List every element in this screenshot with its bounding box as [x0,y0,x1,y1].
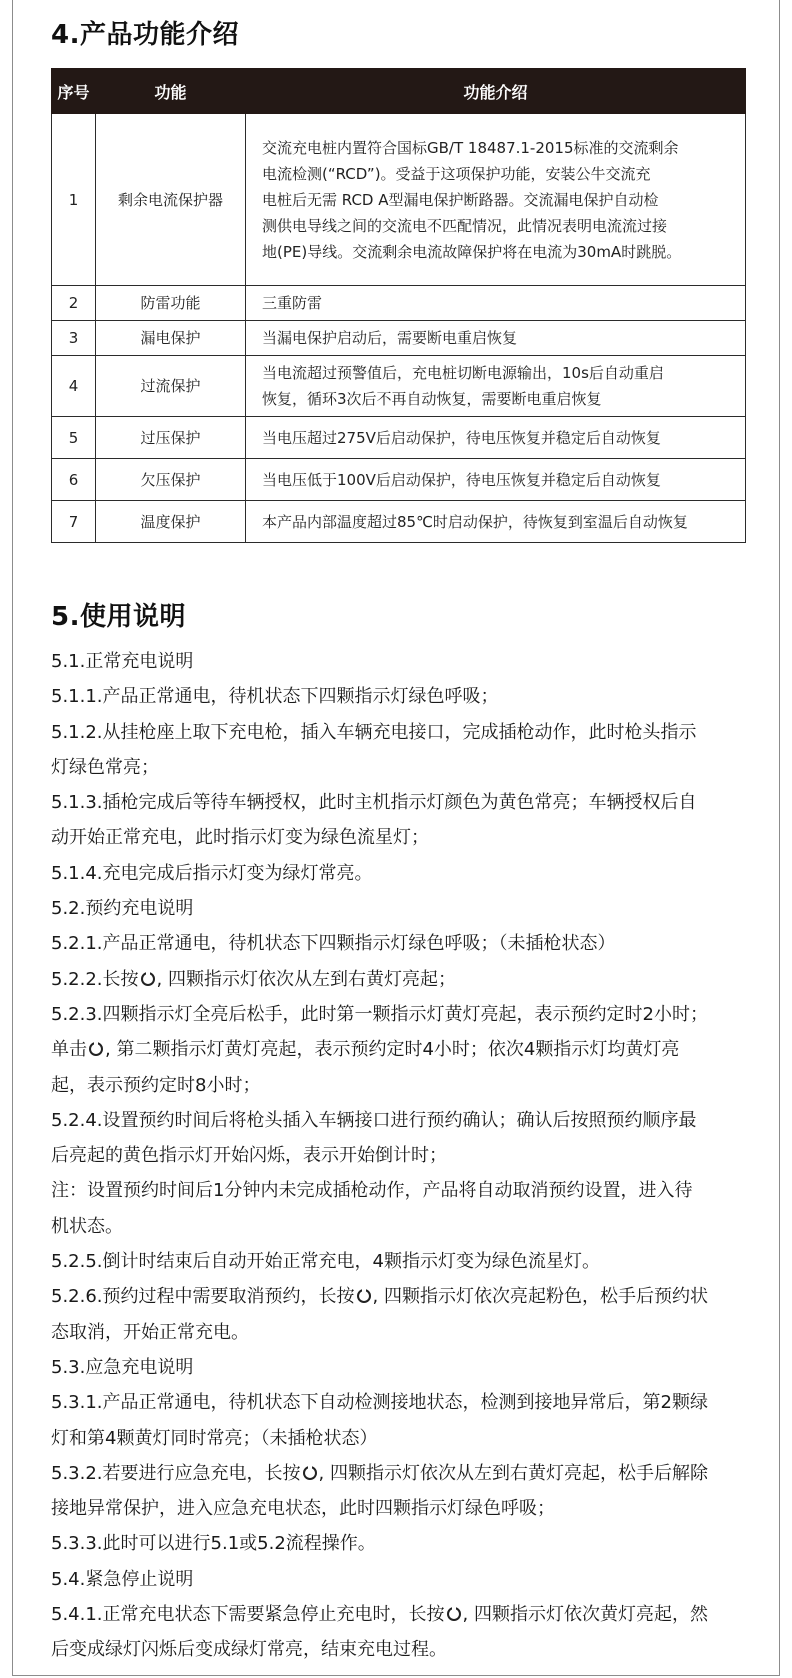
line-text-after-icon: , 四颗指示灯依次从左到右黄灯亮起； [156,968,456,990]
table-row [52,459,746,501]
instruction-line [51,1562,763,1597]
function-table [51,68,746,543]
description-line: 当漏电保护启动后，需要断电重启恢复 [262,329,518,347]
instruction-line [51,1421,763,1456]
description-line: 测供电导线之间的交流电不匹配情况，此情况表明电流流过接 [262,216,668,235]
row-description [246,286,746,321]
line-text: 5.2.4.设置预约时间后将枪头插入车辆接口进行预约确认；确认后按照预约顺序最 [51,1109,697,1131]
table-row [52,286,746,321]
instruction-line [51,997,763,1032]
line-text: 5.3.1.产品正常通电，待机状态下自动检测接地状态，检测到接地异常后，第2颗绿 [51,1392,708,1414]
row-number: 4 [52,356,96,417]
line-text: 动开始正常充电，此时指示灯变为绿色流星灯； [51,827,429,849]
table-body [52,114,746,543]
line-text: 5.2.2.长按 [51,968,139,990]
table-row [52,501,746,543]
row-function: 剩余电流保护器 [96,114,246,286]
line-text: 后亮起的黄色指示灯开始闪烁，表示开始倒计时； [51,1145,447,1167]
line-text: 5.1.1.产品正常通电，待机状态下四颗指示灯绿色呼吸； [51,686,499,708]
instruction-line [51,1032,763,1067]
line-text: 5.2.预约充电说明 [51,898,194,920]
instruction-line [51,1279,763,1314]
row-number: 3 [52,321,96,356]
description-line: 本产品内部温度超过85℃时启动保护，待恢复到室温后自动恢复 [262,512,688,531]
instruction-line [51,962,763,997]
line-text: 5.4.紧急停止说明 [51,1568,194,1590]
row-function: 过压保护 [96,417,246,459]
power-button-icon [357,1289,371,1303]
instruction-line [51,1456,763,1491]
row-number: 2 [52,286,96,321]
line-text: 5.1.2.从挂枪座上取下充电枪，插入车辆充电接口，完成插枪动作，此时枪头指示 [51,721,697,743]
instruction-line [51,1491,763,1526]
table-header-row [52,69,746,114]
instruction-line [51,1597,763,1632]
instruction-line [51,1138,763,1173]
line-text: 5.1.正常充电说明 [51,651,194,672]
instruction-line [51,679,763,714]
line-text: 后变成绿灯闪烁后变成绿灯常亮，结束充电过程。 [51,1639,447,1661]
line-text-after-icon: , 四颗指示灯依次亮起粉色，松手后预约状 [372,1286,708,1308]
instruction-line [51,1068,763,1103]
line-text: 5.1.4.充电完成后指示灯变为绿灯常亮。 [51,862,373,884]
instruction-line [51,1244,763,1279]
line-text: 5.3.应急充电说明 [51,1356,194,1378]
usage-instructions [51,644,763,1668]
table-row [52,321,746,356]
row-function: 过流保护 [96,356,246,417]
row-description [246,114,746,286]
instruction-line [51,750,763,785]
line-text: 5.1.3.插枪完成后等待车辆授权，此时主机指示灯颜色为黄色常亮；车辆授权后自 [51,792,697,814]
section-5-title: 5.使用说明 [51,602,186,632]
line-text: 注：设置预约时间后1分钟内未完成插枪动作，产品将自动取消预约设置，进入待 [51,1180,693,1202]
power-button-icon [303,1466,317,1480]
description-line: 当电压超过275V后启动保护，待电压恢复并稳定后自动恢复 [262,428,661,447]
instruction-line [51,715,763,750]
line-text: 5.3.3.此时可以进行5.1或5.2流程操作。 [51,1533,376,1555]
instruction-line [51,1103,763,1138]
line-text: 态取消，开始正常充电。 [51,1321,249,1343]
line-text: 5.2.1.产品正常通电，待机状态下四颗指示灯绿色呼吸；（未插枪状态） [51,933,616,955]
instruction-line [51,644,763,679]
line-text: 灯和第4颗黄灯同时常亮；（未插枪状态） [51,1427,378,1449]
row-number: 1 [52,114,96,286]
instruction-line [51,1315,763,1350]
description-line: 当电流超过预警值后，充电桩切断电源输出，10s后自动重启 [262,364,664,382]
instruction-line [51,856,763,891]
row-description [246,321,746,356]
row-description [246,356,746,417]
table-row [52,417,746,459]
line-text: 起，表示预约定时8小时； [51,1074,261,1096]
description-line: 恢复，循环3次后不再自动恢复，需要断电重启恢复 [262,390,602,408]
description-line: 交流充电桩内置符合国标GB/T 18487.1-2015标准的交流剩余 [262,138,679,157]
power-button-icon [141,972,155,986]
header-description: 功能介绍 [246,69,746,114]
power-button-icon [447,1607,461,1621]
table-row [52,356,746,417]
line-text: 单击 [51,1039,87,1061]
table-row [52,114,746,286]
row-description [246,417,746,459]
instruction-line [51,820,763,855]
row-number: 6 [52,459,96,501]
document-page [12,0,780,1676]
line-text-after-icon: , 四颗指示灯依次从左到右黄灯亮起，松手后解除 [318,1462,708,1484]
instruction-line [51,926,763,961]
instruction-line [51,1526,763,1561]
line-text-after-icon: , 第二颗指示灯黄灯亮起，表示预约定时4小时；依次4颗指示灯均黄灯亮 [105,1039,680,1061]
row-description [246,501,746,543]
line-text: 接地异常保护，进入应急充电状态，此时四颗指示灯绿色呼吸； [51,1498,555,1520]
description-line: 当电压低于100V后启动保护，待电压恢复并稳定后自动恢复 [262,470,661,489]
line-text: 5.3.2.若要进行应急充电，长按 [51,1462,301,1484]
line-text: 机状态。 [51,1215,123,1237]
line-text-after-icon: , 四颗指示灯依次黄灯亮起，然 [462,1604,708,1626]
instruction-line [51,1173,763,1208]
line-text: 灯绿色常亮； [51,756,159,778]
row-function: 温度保护 [96,501,246,543]
description-line: 地(PE)导线。交流剩余电流故障保护将在电流为30mA时跳脱。 [262,242,682,261]
row-description [246,459,746,501]
instruction-line [51,1632,763,1667]
row-function: 防雷功能 [96,286,246,321]
instruction-line [51,785,763,820]
row-function: 漏电保护 [96,321,246,356]
instruction-line [51,1209,763,1244]
header-function: 功能 [96,69,246,114]
description-line: 三重防雷 [262,294,323,312]
instruction-line [51,891,763,926]
line-text: 5.4.1.正常充电状态下需要紧急停止充电时，长按 [51,1604,445,1626]
row-function: 欠压保护 [96,459,246,501]
line-text: 5.2.3.四颗指示灯全亮后松手，此时第一颗指示灯黄灯亮起，表示预约定时2小时； [51,1003,708,1025]
description-line: 电流检测(“RCD”)。受益于这项保护功能，安装公牛交流充 [262,164,651,183]
line-text: 5.2.5.倒计时结束后自动开始正常充电，4颗指示灯变为绿色流星灯。 [51,1251,600,1273]
instruction-line [51,1385,763,1420]
row-number: 5 [52,417,96,459]
instruction-line [51,1350,763,1385]
row-number: 7 [52,501,96,543]
description-line: 电桩后无需 RCD A型漏电保护断路器。交流漏电保护自动检 [262,190,659,209]
power-button-icon [89,1042,103,1056]
header-no: 序号 [52,69,96,114]
line-text: 5.2.6.预约过程中需要取消预约，长按 [51,1286,355,1308]
section-4-title: 4.产品功能介绍 [51,20,239,50]
